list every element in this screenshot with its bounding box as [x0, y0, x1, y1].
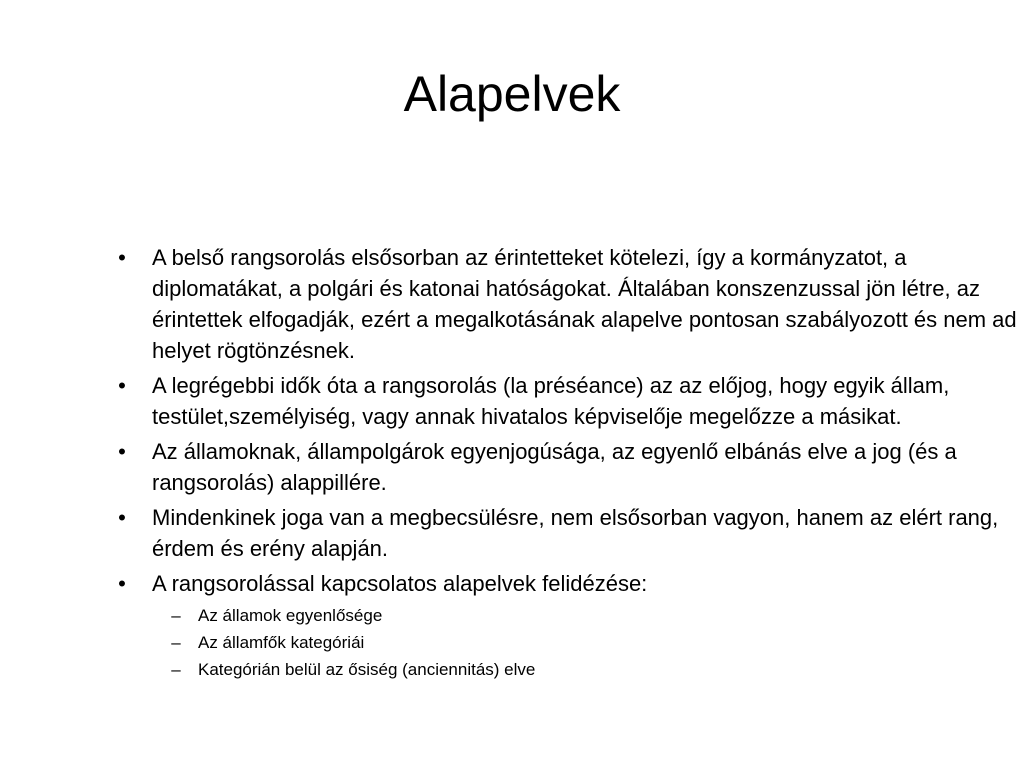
bullet-text: A rangsorolással kapcsolatos alapelvek felidézése: [152, 571, 648, 596]
sub-bullet-text: Az államok egyenlősége [198, 606, 383, 625]
bullet-item [112, 568, 1017, 683]
sub-bullet-item [152, 656, 1017, 683]
sub-bullet-text: Kategórián belül az ősiség (anciennitás) elve [198, 660, 536, 679]
bullet-marker: • [118, 571, 126, 596]
bullet-text: A belső rangsorolás elsősorban az érintetteket kötelezi, így a kormányzatot, a diplomatákat, a polgári és katonai hatóságokat. Általában konszenzussal jön létre, az érintettek elfogadják, ezért a megalkotásának alapelve pontosan szabályozott és nem ad helyet rögtönzésnek. [152, 245, 1017, 363]
sub-bullet-item [152, 602, 1017, 629]
bullet-text: Az államoknak, állampolgárok egyenjogúsága, az egyenlő elbánás elve a jog (és a rangsorolás) alappillére. [152, 439, 957, 495]
slide-title: Alapelvek [403, 66, 621, 122]
sub-bullet-marker: – [171, 633, 181, 652]
bullet-list [112, 242, 1017, 687]
bullet-item [112, 502, 1017, 564]
bullet-marker: • [118, 439, 126, 464]
bullet-marker: • [118, 245, 126, 270]
bullet-text: A legrégebbi idők óta a rangsorolás (la préséance) az az előjog, hogy egyik állam, testület,személyiség, vagy annak hivatalos képviselője megelőzze a másikat. [152, 373, 950, 429]
bullet-item [112, 242, 1017, 366]
bullet-text: Mindenkinek joga van a megbecsülésre, nem elsősorban vagyon, hanem az elért rang, érdem és erény alapján. [152, 505, 999, 561]
bullet-item [112, 436, 1017, 498]
sub-bullet-marker: – [171, 660, 181, 679]
sub-bullet-marker: – [171, 606, 181, 625]
bullet-marker: • [118, 373, 126, 398]
sub-bullet-text: Az államfők kategóriái [198, 633, 365, 652]
bullet-marker: • [118, 505, 126, 530]
sub-bullet-list [152, 602, 1017, 683]
sub-bullet-item [152, 629, 1017, 656]
bullet-item [112, 370, 1017, 432]
